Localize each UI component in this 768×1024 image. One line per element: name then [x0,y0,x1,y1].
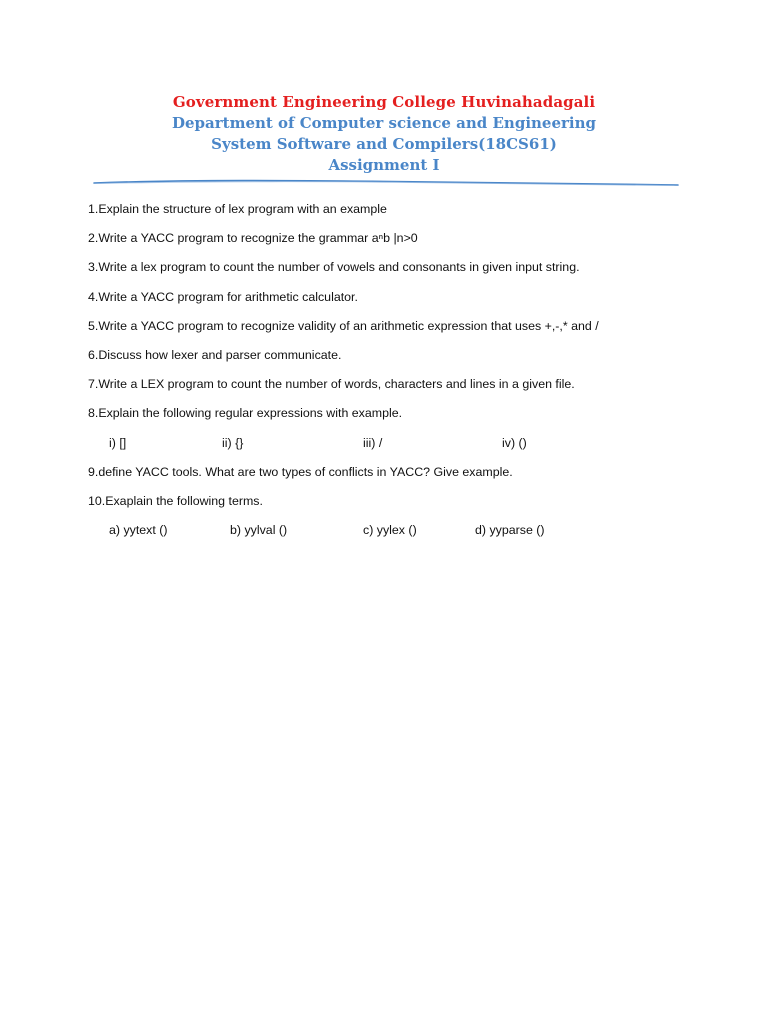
q10-option-c: c) yylex () [363,523,417,538]
q10-option-d: d) yyparse () [475,523,545,538]
header-divider [92,178,680,188]
question-8-options [88,434,728,463]
q10-option-a: a) yytext () [109,523,168,538]
question-6: 6.Discuss how lexer and parser communicate. [88,347,342,362]
assignment-title: Assignment I [328,156,440,174]
q8-option-i: i) [] [109,435,127,450]
q8-option-iv: iv) () [502,435,527,450]
question-2: 2.Write a YACC program to recognize the grammar aⁿb |n>0 [88,231,418,246]
q8-option-iii: iii) / [363,435,383,450]
question-3: 3.Write a lex program to count the number of vowels and consonants in given input string. [88,260,580,275]
question-1: 1.Explain the structure of lex program with an example [88,202,387,216]
college-name: Government Engineering College Huvinahadagali [172,93,596,111]
document-header [0,92,768,176]
question-10: 10.Exaplain the following terms. [88,493,263,508]
question-8: 8.Explain the following regular expressions with example. [88,406,403,421]
q8-option-ii: ii) {} [222,435,244,450]
question-9: 9.define YACC tools. What are two types of conflicts in YACC? Give example. [88,464,513,479]
question-10-options [88,521,728,550]
course-title: System Software and Compilers(18CS61) [211,135,557,153]
q10-option-b: b) yylval () [230,523,288,538]
question-list [88,200,728,550]
question-7: 7.Write a LEX program to count the number of words, characters and lines in a given file. [88,377,575,392]
question-4: 4.Write a YACC program for arithmetic calculator. [88,289,358,304]
question-5: 5.Write a YACC program to recognize validity of an arithmetic expression that uses +,-,* and / [88,318,599,333]
department-name: Department of Computer science and Engineering [171,114,597,132]
